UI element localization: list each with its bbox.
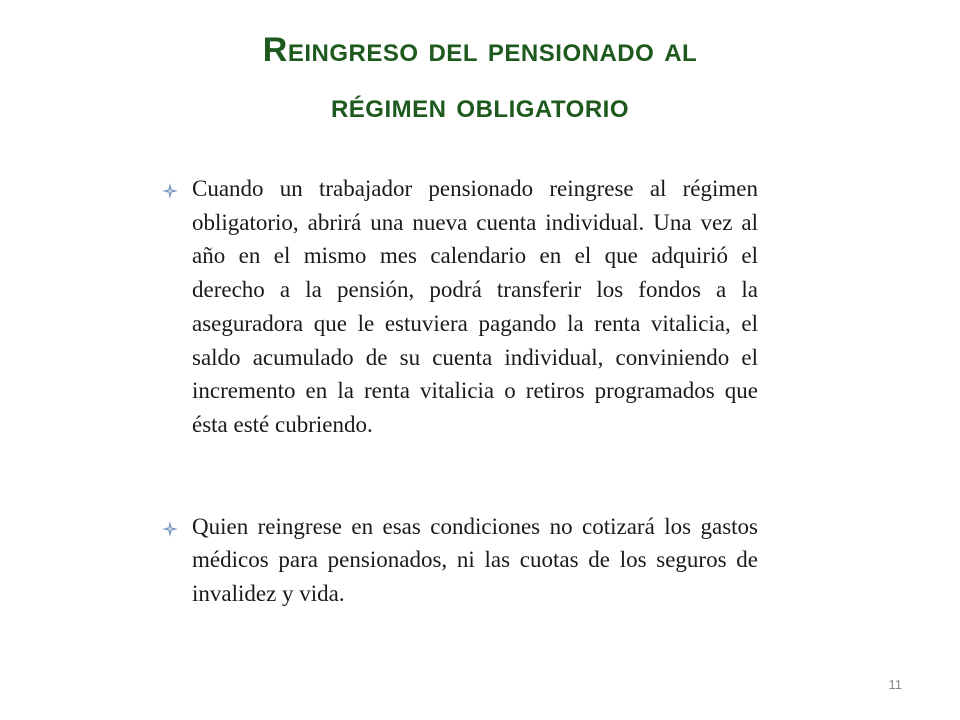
four-point-star-bullet-icon <box>162 510 192 546</box>
four-point-star-bullet-icon <box>162 172 192 208</box>
slide-title-line-1: Reingreso del pensionado al <box>262 31 698 69</box>
bullet-item <box>162 172 758 442</box>
bullet-item <box>162 510 758 611</box>
page-number: 11 <box>888 677 902 692</box>
bullet-list <box>162 172 758 611</box>
slide-title <box>120 22 840 134</box>
bullet-text: Cuando un trabajador pensionado reingrese al régimen obligatorio, abrirá una nueva cuenta individual. Una vez al año en el mismo mes calendario en el que adquirió el derecho a la pensión, podrá transferir los fondos a la aseguradora que le estuviera pagando la renta vitalicia, el saldo acumulado de su cuenta individual, conviniendo el incremento en la renta vitalicia o retiros programados que ésta esté cubriendo. <box>192 176 758 437</box>
bullet-text: Quien reingrese en esas condiciones no cotizará los gastos médicos para pensionados, ni las cuotas de los seguros de invalidez y vida. <box>192 513 758 607</box>
slide-title-line-2: régimen obligatorio <box>330 87 630 125</box>
